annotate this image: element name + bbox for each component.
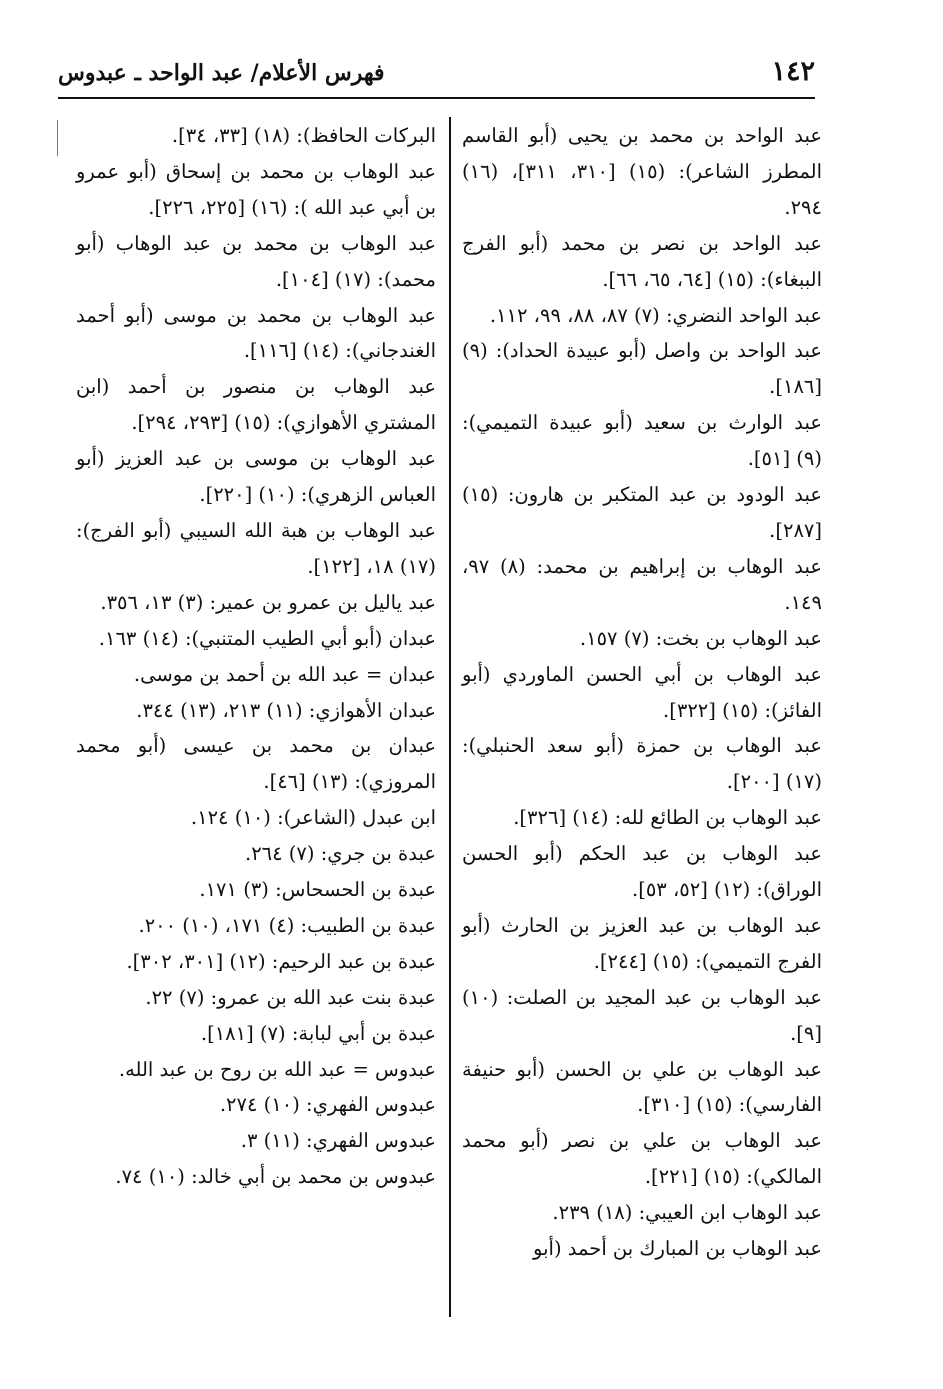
index-entry: عبد الواحد بن نصر بن محمد (أبو الفرج الببغاء): (١٥) [٦٤، ٦٥، ٦٦]. <box>462 231 822 291</box>
index-entry: عبدة بن جري: (٧) ٢٦٤. <box>244 842 436 866</box>
index-entry: عبد الوهاب بن محمد بن عبد الوهاب (أبو محمد): (١٧) [١٠٤]. <box>76 231 436 291</box>
index-entry: عبد الودود بن عبد المتكبر بن هارون: (١٥) [٢٨٧]. <box>462 483 822 542</box>
index-entry: عبد الواحد بن واصل (أبو عبيدة الحداد): (٩) [١٨٦]. <box>462 339 822 399</box>
header-rule <box>58 97 815 99</box>
index-entry: عبد الوهاب ابن العيبي: (١٨) ٢٣٩. <box>552 1201 822 1225</box>
index-entry: عبد الوهاب بن الطائع لله: (١٤) [٣٢٦]. <box>513 806 822 830</box>
index-entry: عبد الوهاب بن محمد بن موسى (أبو أحمد الغندجاني): (١٤) [١١٦]. <box>76 303 436 363</box>
index-entry: عبدوس الفهري: (١١) ٣. <box>240 1129 436 1153</box>
right-column <box>462 118 822 1267</box>
index-entry: عبدان بن محمد بن عيسى (أبو محمد المروزي): (١٣) [٤٦]. <box>76 734 436 794</box>
index-entry: البركات الحافظ): (١٨) [٣٣، ٣٤]. <box>171 124 436 147</box>
index-entry: عبدان = عبد الله بن أحمد بن موسى. <box>133 662 436 686</box>
page-number: ١٤٢ <box>771 56 815 87</box>
index-entry: عبد الواحد النضري: (٧) ٨٧، ٨٨، ٩٩، ١١٢. <box>489 303 822 327</box>
index-entry: عبدة بن عبد الرحيم: (١٢) [٣٠١، ٣٠٢]. <box>126 949 436 973</box>
index-entry: عبدة بن الحسحاس: (٣) ١٧١. <box>199 878 436 902</box>
index-entry: عبدان الأهوازي: (١١) ٢١٣، (١٣) ٣٤٤. <box>136 698 436 722</box>
index-entry: عبدوس الفهري: (١٠) ٢٧٤. <box>219 1093 436 1117</box>
index-entry: عبد الوهاب بن عبد الحكم (أبو الحسن الوراق): (١٢) [٥٢، ٥٣]. <box>462 842 822 902</box>
index-entry: عبد الوهاب بن حمزة (أبو سعد الحنبلي): (١٧) [٢٠٠]. <box>462 734 822 794</box>
index-entry: عبد الوهاب بن علي بن نصر (أبو محمد المالكي): (١٥) [٢٢١]. <box>462 1129 822 1189</box>
index-entry: عبد الوهاب بن إبراهيم بن محمد: (٨) ٩٧، ١٤٩. <box>462 554 822 614</box>
index-entry: ابن عبدل (الشاعر): (١٠) ١٢٤. <box>190 806 436 830</box>
index-entry: عبد الواحد بن محمد بن يحيى (أبو القاسم المطرز الشاعر): (١٥) [٣١٠، ٣١١]، (١٦) ٢٩٤. <box>462 124 823 219</box>
index-entry: عبدوس بن محمد بن أبي خالد: (١٠) ٧٤. <box>115 1165 436 1189</box>
index-entry: عبد الوهاب بن عبد العزيز بن الحارث (أبو الفرج التميمي): (١٥) [٢٤٤]. <box>462 913 822 973</box>
index-entry: عبد الوهاب بن علي بن الحسن (أبو حنيفة الفارسي): (١٥) [٣١٠]. <box>462 1057 822 1117</box>
index-entry: عبد الوارث بن سعيد (أبو عبيدة التميمي): (٩) [٥١]. <box>462 411 822 471</box>
left-column <box>76 118 436 1195</box>
index-entry: عبد الوهاب بن عبد المجيد بن الصلت: (١٠) [٩]. <box>462 985 822 1045</box>
index-entry: عبد ياليل بن عمرو بن عمير: (٣) ١٣، ٣٥٦. <box>100 590 436 614</box>
index-entry: عبد الوهاب بن بخت: (٧) ١٥٧. <box>579 626 822 650</box>
index-entry: عبدة بن أبي لبابة: (٧) [١٨١]. <box>200 1021 436 1045</box>
column-divider <box>449 117 451 1317</box>
margin-mark <box>57 120 58 156</box>
index-entry: عبدوس = عبد الله بن روح بن عبد الله. <box>118 1057 436 1081</box>
index-entry: عبدة بنت عبد الله بن عمرو: (٧) ٢٢. <box>145 985 436 1009</box>
page-header <box>58 52 815 96</box>
index-entry: عبد الوهاب بن منصور بن أحمد (ابن المشتري الأهوازي): (١٥) [٢٩٣، ٢٩٤]. <box>76 375 436 435</box>
index-entry: عبد الوهاب بن هبة الله السيبي (أبو الفرج): (١٧) ١٨، [١٢٢]. <box>76 518 436 578</box>
index-entry: عبد الوهاب بن موسى بن عبد العزيز (أبو العباس الزهري): (١٠) [٢٢٠]. <box>76 447 436 507</box>
index-entry: عبد الوهاب بن المبارك بن أحمد (أبو <box>533 1237 822 1261</box>
index-entry: عبدان (أبو أبي الطيب المتنبي): (١٤) ١٦٣. <box>98 626 436 650</box>
index-entry: عبد الوهاب بن محمد بن إسحاق (أبو عمرو بن أبي عبد الله ): (١٦) [٢٢٥، ٢٢٦]. <box>76 159 436 219</box>
index-entry: عبدة بن الطبيب: (٤) ١٧١، (١٠) ٢٠٠. <box>138 913 436 937</box>
index-entry: عبد الوهاب بن أبي الحسن الماوردي (أبو الفائز): (١٥) [٣٢٢]. <box>462 662 822 722</box>
running-title: فهرس الأعلام/ عبد الواحد ـ عبدوس <box>58 60 385 86</box>
